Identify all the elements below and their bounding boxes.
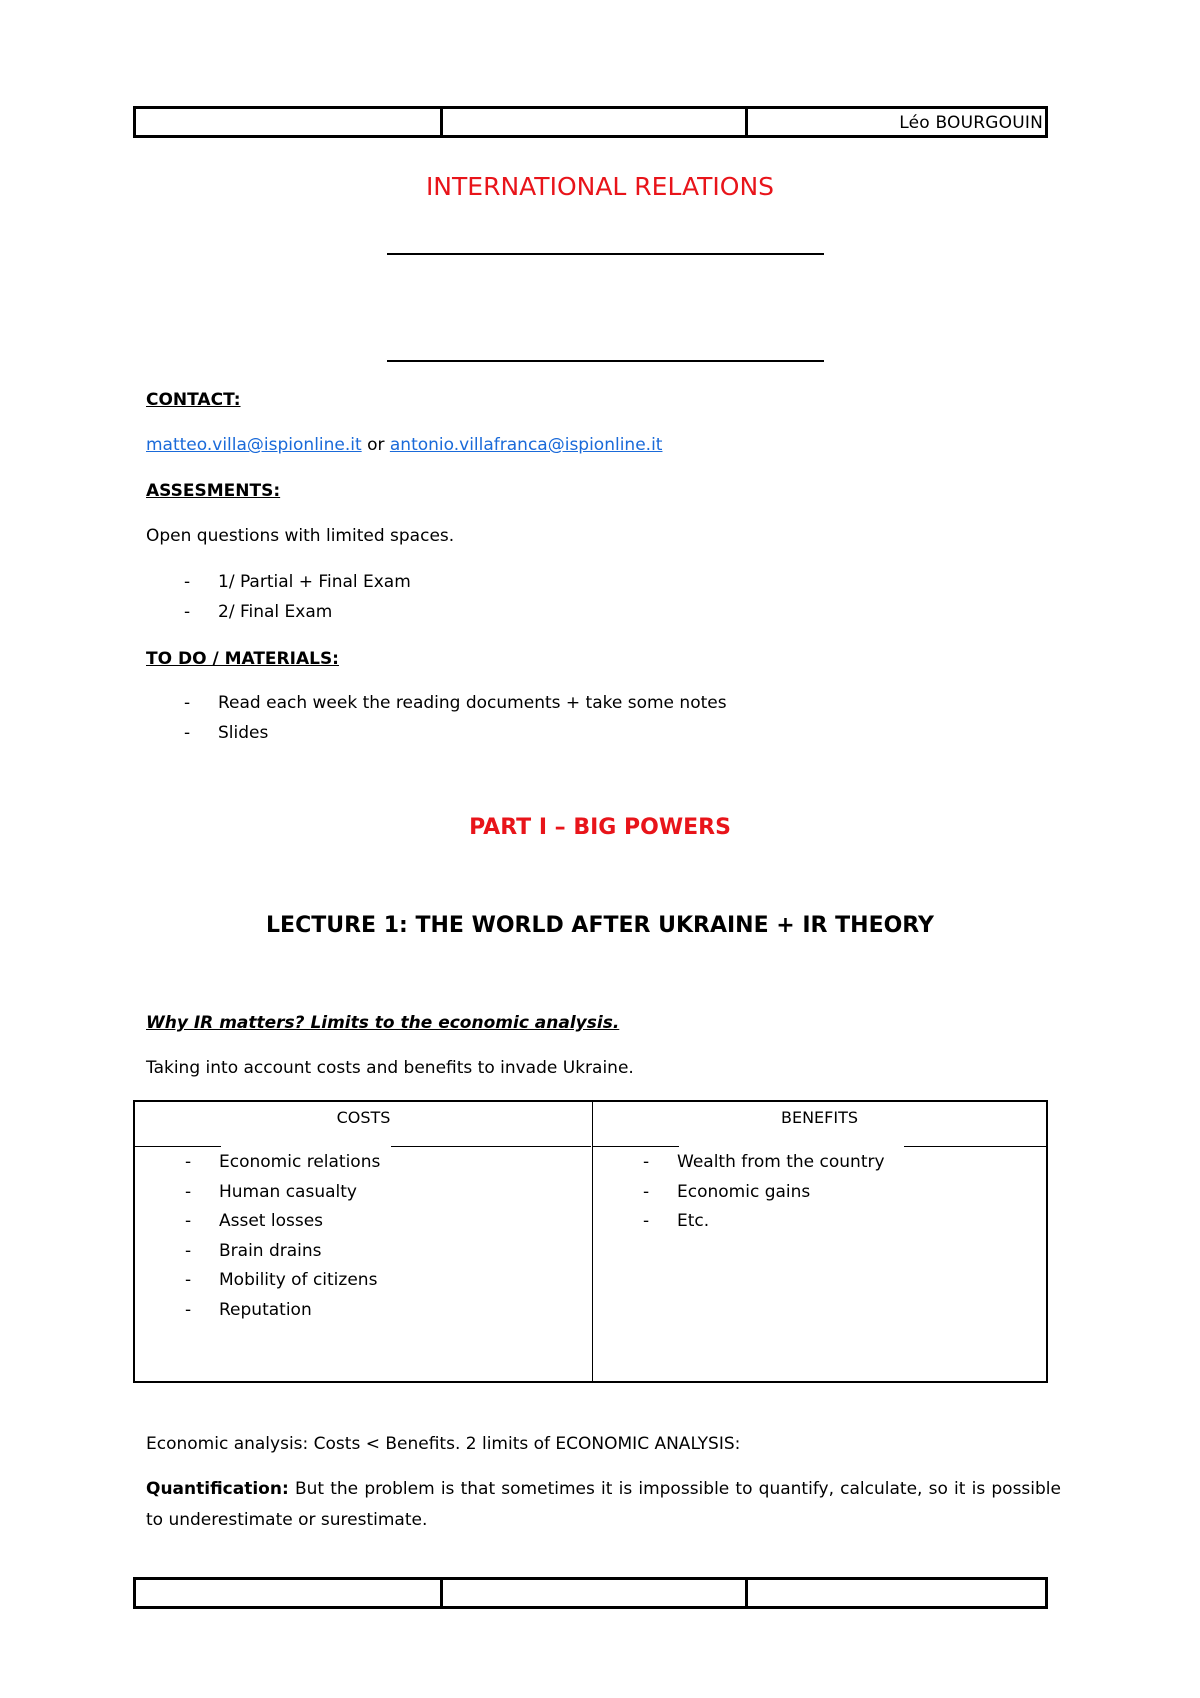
benefit-item: Etc. <box>677 1211 710 1231</box>
todo-label: TO DO / MATERIALS: <box>146 649 339 669</box>
list-item-text: Slides <box>218 722 269 743</box>
header-cell-left <box>136 109 443 135</box>
assessments-label: ASSESMENTS: <box>146 481 281 501</box>
list-item-text: 1/ Partial + Final Exam <box>218 572 411 592</box>
list-item <box>135 1266 380 1296</box>
header-cell-right <box>748 109 1045 135</box>
header-cell-middle <box>443 109 748 135</box>
list-dash: - <box>184 572 191 592</box>
header-rule <box>135 1146 221 1147</box>
list-dash: - <box>185 1152 192 1172</box>
assessments-list <box>146 568 411 627</box>
part-title: PART I – BIG POWERS <box>469 815 731 840</box>
econ-analysis-text: Economic analysis: Costs < Benefits. 2 limits of ECONOMIC ANALYSIS: <box>146 1434 741 1454</box>
list-item <box>593 1207 885 1237</box>
quantification-paragraph <box>146 1474 1061 1536</box>
footer-cell-left <box>136 1580 443 1606</box>
header-rule <box>391 1146 591 1147</box>
header-rule <box>593 1146 679 1147</box>
list-item <box>135 1178 380 1208</box>
section-heading: Why IR matters? Limits to the economic analysis. <box>146 1013 620 1033</box>
list-item <box>135 1207 380 1237</box>
lecture-title: LECTURE 1: THE WORLD AFTER UKRAINE + IR THEORY <box>266 913 934 938</box>
email-link-antonio[interactable]: antonio.villafranca@ispionline.it <box>389 435 663 455</box>
cost-item: Economic relations <box>219 1152 381 1172</box>
costs-benefits-table <box>133 1100 1048 1383</box>
cost-item: Mobility of citizens <box>219 1270 378 1290</box>
email-link-matteo[interactable]: matteo.villa@ispionline.it <box>146 435 362 455</box>
benefit-item: Wealth from the country <box>677 1152 885 1172</box>
costs-header: COSTS <box>336 1108 391 1127</box>
list-item <box>135 1237 380 1267</box>
author-name: Léo BOURGOUIN <box>899 113 1043 133</box>
list-item <box>135 1148 380 1178</box>
contact-or: or <box>361 435 390 455</box>
footer-cell-right <box>748 1580 1045 1606</box>
todo-list <box>146 689 727 748</box>
list-item-text: 2/ Final Exam <box>218 601 333 622</box>
list-dash: - <box>184 601 191 622</box>
list-item <box>146 689 727 719</box>
list-item <box>146 598 411 628</box>
list-item <box>146 568 411 598</box>
list-item-text: Read each week the reading documents + take some notes <box>218 693 727 713</box>
list-dash: - <box>185 1299 192 1320</box>
list-item <box>593 1148 885 1178</box>
footer-cell-middle <box>443 1580 748 1606</box>
footer-table <box>133 1577 1048 1609</box>
cost-item: Human casualty <box>219 1181 357 1202</box>
list-dash: - <box>184 722 191 743</box>
benefits-list <box>593 1148 885 1237</box>
cost-item: Brain drains <box>219 1240 322 1261</box>
header-table <box>133 106 1048 138</box>
header-rule <box>904 1146 1046 1147</box>
list-item <box>135 1296 380 1326</box>
title-rule-top <box>387 253 824 255</box>
list-dash: - <box>184 693 191 713</box>
title-rule-bottom <box>387 360 824 362</box>
cost-item: Asset losses <box>219 1211 324 1231</box>
contact-emails <box>146 435 662 455</box>
quantification-label: Quantification: <box>146 1479 289 1499</box>
list-dash: - <box>643 1152 650 1172</box>
assessments-text: Open questions with limited spaces. <box>146 526 455 546</box>
benefits-header: BENEFITS <box>780 1108 858 1127</box>
list-dash: - <box>185 1181 192 1202</box>
list-dash: - <box>643 1181 650 1202</box>
costs-list <box>135 1148 380 1325</box>
cost-item: Reputation <box>219 1299 312 1320</box>
list-dash: - <box>185 1211 192 1231</box>
quantification-text: But the problem is that sometimes it is impossible to quantify, calculate, so it is possible to underestimate or surestimate. <box>146 1479 1061 1530</box>
document-title: INTERNATIONAL RELATIONS <box>425 172 775 201</box>
intro-text: Taking into account costs and benefits to invade Ukraine. <box>146 1058 634 1078</box>
contact-label: CONTACT: <box>146 390 241 410</box>
list-dash: - <box>643 1211 650 1231</box>
list-item <box>593 1178 885 1208</box>
list-item <box>146 719 727 749</box>
benefit-item: Economic gains <box>677 1181 811 1202</box>
list-dash: - <box>185 1270 192 1290</box>
list-dash: - <box>185 1240 192 1261</box>
